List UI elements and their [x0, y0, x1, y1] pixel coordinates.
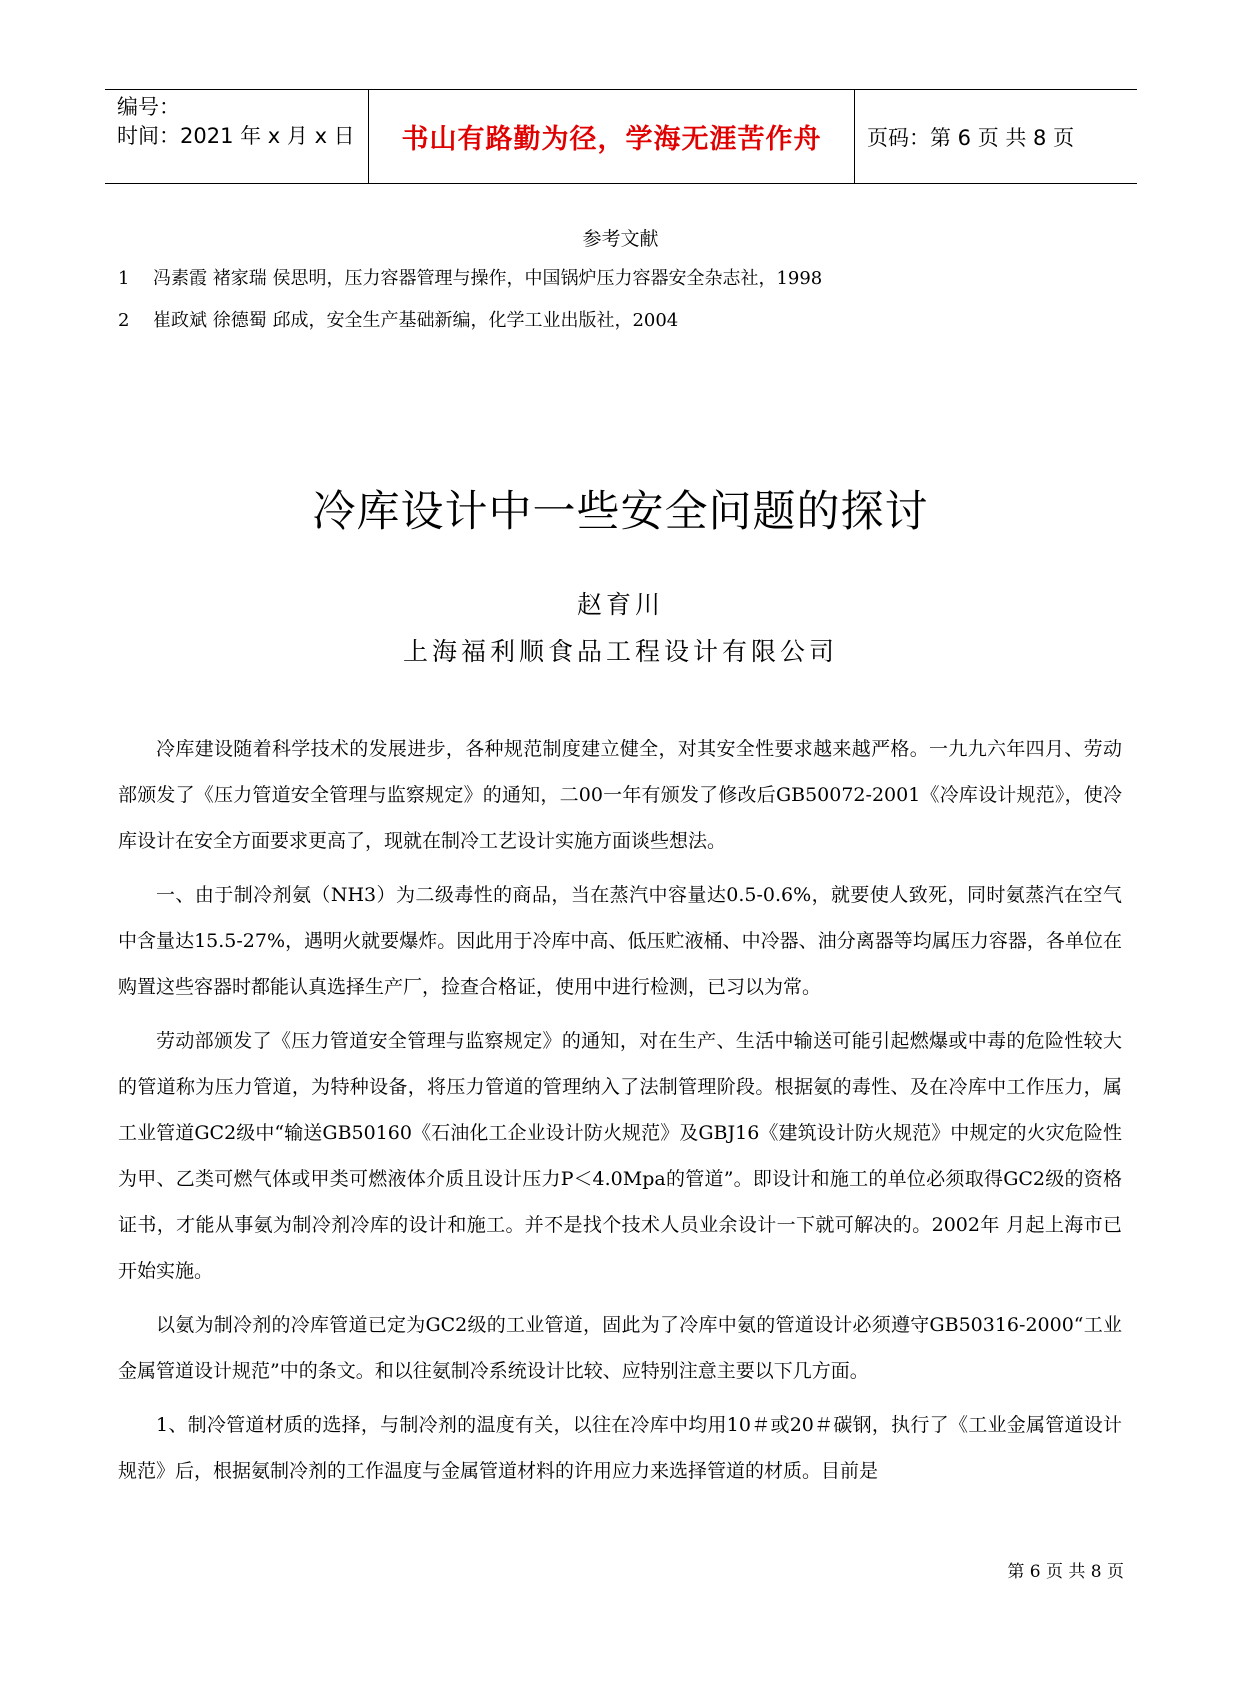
body-paragraph: 劳动部颁发了《压力管道安全管理与监察规定》的通知，对在生产、生活中输送可能引起燃爆或中毒的危险性较大的管道称为压力管道，为特种设备，将压力管道的管理纳入了法制管理阶段。根据氨的毒性、及在冷库中工作压力，属工业管道GC2级中“输送GB50160《石油化工企业设计防火规范》及GBJ16《建筑设计防火规范》中规定的火灾危险性为甲、乙类可燃气体或甲类可燃液体介质且设计压力P＜4.0Mpa的管道”。即设计和施工的单位必须取得GC2级的资格证书，才能从事氨为制冷剂冷库的设计和施工。并不是找个技术人员业余设计一下就可解决的。2002年 月起上海市已开始实施。: [118, 1030, 1122, 1282]
body-paragraph: 1、制冷管道材质的选择，与制冷剂的温度有关，以往在冷库中均用10＃或20＃碳钢，执行了《工业金属管道设计规范》后，根据氨制冷剂的工作温度与金属管道材料的许用应力来选择管道的材质。目前是: [118, 1414, 1122, 1482]
reference-item: [118, 264, 822, 290]
body-paragraph: 以氨为制冷剂的冷库管道已定为GC2级的工业管道，固此为了冷库中氨的管道设计必须遵守GB50316-2000“工业金属管道设计规范”中的条文。和以往氨制冷系统设计比较、应特别注意主要以下几方面。: [118, 1314, 1122, 1382]
number-label: 编号：: [117, 95, 180, 119]
footer-page-number: 第 6 页 共 8 页: [1007, 1562, 1124, 1582]
header-middle-cell: [368, 90, 855, 183]
header-left-cell: [105, 90, 368, 183]
reference-text: 冯素霞 褚家瑞 侯思明，压力容器管理与操作，中国锅炉压力容器安全杂志社，1998: [153, 268, 823, 289]
header-right-cell: [855, 90, 1137, 183]
time-label: 时间：2021 年 x 月 x 日: [117, 124, 355, 148]
article-author: 赵育川: [576, 590, 664, 619]
article-title: 冷库设计中一些安全问题的探讨: [312, 487, 929, 537]
body-paragraph: 一、由于制冷剂氨（NH3）为二级毒性的商品，当在蒸汽中容量达0.5-0.6%，就要使人致死，同时氨蒸汽在空气中含量达15.5-27%，遇明火就要爆炸。因此用于冷库中高、低压贮液桶、中冷器、油分离器等均属压力容器，各单位在购置这些容器时都能认真选择生产厂，捡查合格证，使用中进行检测，已习以为常。: [118, 884, 1122, 998]
page-label: 页码：第 6 页 共 8 页: [867, 125, 1075, 150]
reference-item: [118, 306, 678, 332]
motto: 书山有路勤为径，学海无涯苦作舟: [401, 124, 822, 155]
header-table: [105, 89, 1137, 184]
article-organization: 上海福利顺食品工程设计有限公司: [402, 637, 838, 666]
reference-text: 崔政斌 徐德蜀 邱成，安全生产基础新编，化学工业出版社，2004: [153, 310, 679, 331]
reference-number: 1: [118, 268, 130, 289]
article-body: [118, 726, 1122, 1494]
references-title: 参考文献: [582, 228, 659, 250]
body-paragraph: 冷库建设随着科学技术的发展进步，各种规范制度建立健全，对其安全性要求越来越严格。一九九六年四月、劳动部颁发了《压力管道安全管理与监察规定》的通知，二00一年有颁发了修改后GB50072-2001《冷库设计规范》，使冷库设计在安全方面要求更高了，现就在制冷工艺设计实施方面谈些想法。: [118, 738, 1122, 852]
reference-number: 2: [118, 310, 130, 331]
